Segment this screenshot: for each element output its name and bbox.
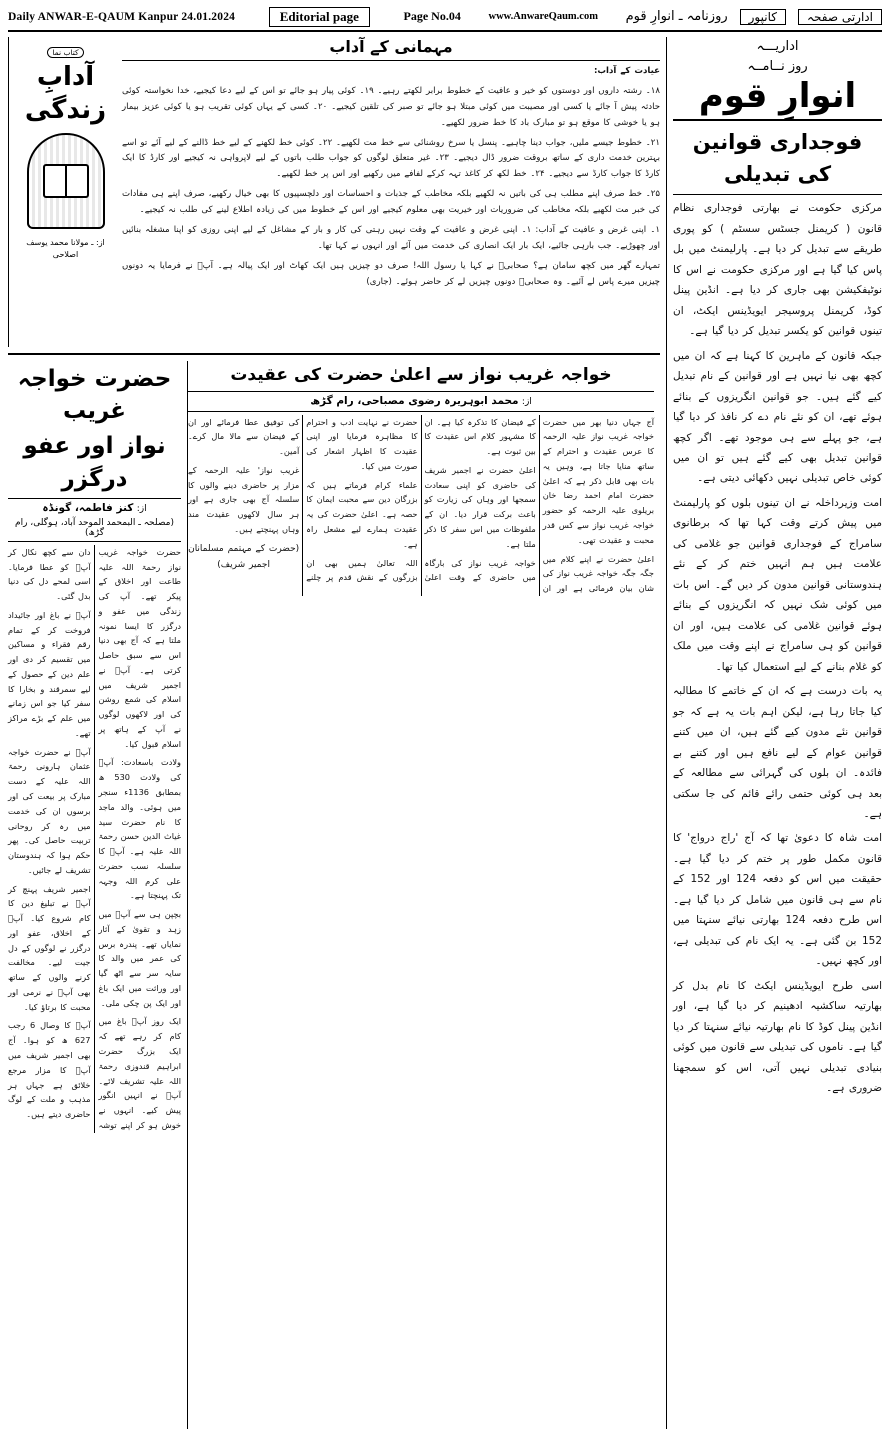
divider — [8, 541, 181, 542]
feature-body — [122, 64, 660, 291]
editorial-para: جبکہ قانون کے ماہرین کا کہنا ہے کہ ان میں کچھ بھی نیا نہیں ہے اور قوانین کے نام تبدیل کیے گئے ہیں۔ جو قوانین انگریزوں کے بنائے ہوئے تھے، ان کو نئے نام دے کر نافذ کر دیا گیا ہے، جو پہلے سے ہی موجود تھے۔ اگر کچھ قوانین تبدیل بھی کیے گئے ہیں تو ان میں کوئی خاص تبدیلی نہیں دکھائی دیتی ہے۔ — [673, 349, 882, 485]
editorial-kicker-1: اداریـــہ — [756, 39, 799, 54]
feature-para: ۱۸۔ رشتہ داروں اور دوستوں کو خیر و عافیت کے خطوط برابر لکھتے رہیے۔ ۱۹۔ کوئی پیار ہو جائے تو اس کے لیے دعا کیجیے، خدا نخواستہ کوئی حادثہ پیش آ جائے یا کسی اور مصیبت میں کوئی مبتلا ہو جائے تو صبر کی تلقین کیجیے۔ ۲۰۔ کسی کے یہاں کوئی تقریب ہو یا کوئی عزیز بیمار ہو یا خوشی کا موقع ہو تو مبارک باد کا خط ضرور لکھیے۔ — [122, 85, 661, 128]
masthead-urdu-city-box: کانپور — [740, 9, 786, 25]
book-title-line1: آدابِ — [36, 62, 95, 92]
aqeedat-para: اعلیٰ حضرت نے اپنے کلام میں جگہ جگہ خواجہ غریب نواز کی شان بیان فرمائی ہے اور ان کے فیضان کا تذکرہ کیا ہے۔ ان کا مشہور کلام اس عقیدت کا بین ثبوت ہے۔ — [424, 416, 654, 594]
masthead-section-box: Editorial page — [269, 7, 370, 27]
feature-para: ۱۔ اپنی غرض و عافیت کے آداب: ۱۔ اپنی غرض و عافیت کے وقت نہیں رہتی کی کار و بار کے مشاغل کے لیے اپنی روزی کو اپنا مشغلہ بنائیں اور چھوڑیے۔ جب بارہی جائیے، ایک بار ایک انصاری کی خدمت میں آئے اور انہوں نے کہا تھا۔ — [122, 225, 660, 251]
feature-subheading: عیادت کے آداب: — [593, 66, 660, 76]
aqeedat-para: اللہ تعالیٰ ہمیں بھی ان بزرگوں کے نقش قدم پر چلنے کی توفیق عطا فرمائے اور ان کے فیضان سے مالا مال کرے۔ آمین۔ — [188, 416, 418, 583]
lower-section — [8, 361, 660, 1429]
feature-logo-panel — [8, 37, 116, 347]
feature-para: ۲۱۔ خطوط جیسے ملیں، جواب دینا چاہیے۔ پنسل یا سرخ روشنائی سے خط مت لکھیے۔ ۲۲۔ کوئی خط لکھنے کے لیے خط ڈالنے کے لیے آئے تو اسے بہترین خدمت داری کے ساتھ بروقت ضرور ڈال دیجیے۔ ۲۳۔ غیر متعلق لوگوں کو جواب طلب باتوں کے لیے لاپرواہی نہ کیجیے اور کارڈ کا ایک کارڈ کا جواب کارڈ سے دیجیے۔ ۲۴۔ خط لکھ کر کاغذ تہہ کرکے لفافے میں رکھیے اور اس پر خط لکھیے۔ — [122, 137, 661, 180]
book-badge: کتاب نما — [47, 47, 83, 58]
aqeedat-para: علماء کرام فرماتے ہیں کہ بزرگان دین سے محبت ایمان کا حصہ ہے۔ اعلیٰ حضرت کی یہ عقیدت ہمارے لیے مشعل راہ ہے۔ — [306, 479, 418, 549]
editorial-para: امت وزیرداخلہ نے ان تینوں بلوں کو پارلیمنٹ میں پیش کرتے وقت کہا تھا کہ برطانوی سامراج کے فوجداری قوانین جو غلامی کی علامت ہیں ہم انہیں ختم کر کے نئے ہندوستانی قوانین مدون کر دیں گے۔ اس بات میں کوئی شک نہیں کہ انگریزوں کے بنائے ہوئے قوانین غلامی کی علامت ہیں، اور ان قوانین کو ہی سامراج نے اپنے وقت میں ملک کو غلام بنانے کے لیے استعمال کیا تھا۔ — [673, 496, 882, 673]
aqeedat-title: خواجہ غریب نواز سے اعلیٰ حضرت کی عقیدت — [230, 365, 612, 385]
feature-mehmani-ke-adaab — [8, 37, 660, 355]
khwaja-para: آپؒ نے حضرت خواجہ عثمان ہارونی رحمۃ اللہ علیہ کے دست مبارک پر بیعت کی اور برسوں ان کی خدمت میں رہ کر روحانی تربیت حاصل کی۔ پھر حکم ہوا کہ ہندوستان تشریف لے جائیں۔ — [8, 746, 91, 875]
khwaja-para: حضرت خواجہ غریب نواز رحمۃ اللہ علیہ طاعت اور اخلاق کے پیکر تھے۔ آپ کی زندگی میں عفو و درگزر کا ایسا نمونہ ملتا ہے کہ آج بھی دنیا اس سے سبق حاصل کرتی ہے۔ آپؒ نے اجمیر شریف میں اسلام کی شمع روشن کی اور لاکھوں لوگوں نے آپ کے ہاتھ پر اسلام قبول کیا۔ — [98, 546, 181, 749]
aqeedat-para: آج جہاں دنیا بھر میں حضرت خواجہ غریب نواز علیہ الرحمہ کا عرس عقیدت و احترام کے ساتھ منایا جاتا ہے، وہیں یہ بات بھی قابل ذکر ہے کہ اعلیٰ حضرت امام احمد رضا خان بریلوی علیہ الرحمہ کو حضور خواجہ غریب نواز سے کس قدر محبت و عقیدت تھی۔ — [542, 416, 654, 545]
khwaja-para: بچپن ہی سے آپؒ میں زہد و تقویٰ کے آثار نمایاں تھے۔ پندرہ برس کی عمر میں والد کا سایہ سر سے اٹھ گیا اور وراثت میں ایک باغ اور ایک پن چکی ملی۔ — [98, 909, 181, 1008]
aqeedat-para: خواجہ غریب نواز کی بارگاہ میں حاضری کے وقت اعلیٰ حضرت نے نہایت ادب و احترام کا مظاہرہ فرمایا اور اپنی عقیدت کا اظہار اشعار کی صورت میں کیا۔ — [306, 416, 536, 583]
editorial-kicker-2: روز نــامــہ — [747, 58, 808, 74]
divider — [188, 391, 654, 392]
khwaja-byline — [8, 502, 181, 514]
khwaja-byline-name: کنز فاطمہ، گونڈہ — [42, 501, 134, 514]
page-body — [8, 37, 882, 1429]
feature-para — [122, 64, 660, 80]
feature-para: تمہارے گھر میں کچھ سامان ہے؟ صحابیؓ نے کہا یا رسول اللہ! صرف دو چیزیں ہیں ایک کھاٹ اور ایک پیالہ ہے۔ آپؐ نے فرمایا یہ دونوں چیزیں میرے پاس لے آئیے۔ وہ صحابیؓ دونوں چیزیں لے کر حاضر ہوئے۔ (جاری) — [122, 260, 660, 287]
editorial-logo: انوارِ قوم — [698, 76, 857, 116]
khwaja-para: ولادت باسعادت: آپؒ کی ولادت 530 ھ بمطابق 1136ء سنجر میں ہوئی۔ والد ماجد کا نام حضرت سید غیاث الدین حسن رحمۃ اللہ علیہ ہے۔ آپؒ کا سلسلہ نسب حضرت علی کرم اللہ وجہہ تک پہنچتا ہے۔ — [98, 757, 182, 901]
aqeedat-body — [188, 415, 654, 596]
divider — [673, 194, 882, 195]
article-aqeedat — [188, 361, 660, 1429]
khwaja-byline-from: از: — [136, 503, 147, 514]
editorial-header — [673, 37, 882, 115]
divider — [8, 498, 181, 499]
masthead-urdu-section-box: ادارتی صفحہ — [798, 9, 882, 25]
book-author-caption: از: ـ مولانا محمد یوسف اصلاحی — [26, 237, 105, 260]
aqeedat-byline-from: از: — [521, 396, 532, 407]
khwaja-para: آپؒ کا وصال 6 رجب 627 ھ کو ہوا۔ آج بھی اجمیر شریف میں آپؒ کا مزار مرجع خلائق ہے جہاں ہر مذہب و ملت کے لوگ حاضری دیتے ہیں۔ — [8, 1020, 91, 1120]
editorial-para: اسی طرح ایویڈینس ایکٹ کا نام بدل کر بھارتیہ ساکشیہ ادھینیم کر دیا گیا ہے، اور انڈین پینل کوڈ کا نام بھارتیہ نیائے سنہتا کر دیا گیا ہے۔ ناموں کی تبدیلی سے قانون میں کوئی بنیادی تبدیلی نہیں آتی، اس کو سمجھنا ضروری ہے۔ — [673, 979, 882, 1095]
main-columns — [8, 37, 666, 1429]
khwaja-byline-address: (مصلحہ ـ البمحمد الموحد آباد، ہوگلی، رام گڑھ) — [15, 517, 174, 538]
khwaja-body — [8, 545, 181, 1133]
aqeedat-byline — [188, 395, 654, 407]
masthead-bar — [8, 6, 882, 32]
khwaja-para: ایک روز آپؒ باغ میں کام کر رہے تھے کہ ایک بزرگ حضرت ابراہیم قندوزی رحمۃ اللہ علیہ تشریف لائے۔ آپؒ نے انہیں انگور پیش کیے۔ انہوں نے خوش ہو کر اپنے توشہ دان سے کچھ نکال کر آپؒ کو عطا فرمایا۔ اسی لمحے دل کی دنیا بدل گئی۔ — [8, 546, 181, 1130]
book-title-line2: زندگی — [24, 95, 107, 126]
khwaja-title-line1: حضرت خواجہ غریب — [17, 366, 172, 425]
feature-text — [116, 37, 660, 347]
open-book-icon — [43, 164, 89, 198]
editorial-title: فوجداری قوانین کی تبدیلی — [692, 130, 863, 186]
article-khwaja-afv-darguzar — [8, 361, 188, 1429]
khwaja-para: اجمیر شریف پہنچ کر آپؒ نے تبلیغ دین کا کام شروع کیا۔ آپؒ کے اخلاق، عفو اور درگزر نے لوگوں کے دل جیت لیے۔ مخالفت کرنے والوں کے ساتھ بھی آپؒ نے نرمی اور محبت کا برتاؤ کیا۔ — [8, 883, 91, 1012]
aqeedat-para: اعلیٰ حضرت نے اجمیر شریف کی حاضری کو اپنی سعادت سمجھا اور وہاں کی زیارت کو باعث برکت قرار دیا۔ ان کے ملفوظات میں اس سفر کا ذکر ملتا ہے۔ — [424, 464, 536, 549]
divider — [673, 119, 882, 121]
aqeedat-para: غریب نواز' علیہ الرحمہ کے مزار پر حاضری دینے والوں کا سلسلہ آج بھی جاری ہے اور ہر سال لاکھوں عقیدت مند وہاں پہنچتے ہیں۔ — [188, 464, 300, 534]
masthead-left-title: Daily ANWAR-E-QAUM Kanpur 24.01.2024 — [8, 10, 236, 23]
masthead-right-group — [626, 9, 882, 25]
book-illustration-icon — [27, 133, 105, 229]
aqeedat-byline-name: محمد ابوہریرہ رضوی مصباحی، رام گڑھ — [310, 394, 519, 407]
editorial-para: امت شاہ کا دعویٰ تھا کہ آج 'راج درواج' کا قانون مکمل طور پر ختم کر دیا گیا ہے۔ حقیقت میں اس کو دفعہ 124 اور 152 کے نام سے ہی قانون میں شامل کر دیا گیا ہے۔ اس طرح دفعہ 124 بھارتی نیائے سنہتا میں 152 بن گئی ہے۔ یہ ایک نام کی تبدیلی ہے، اور کچھ نہیں۔ — [673, 832, 883, 968]
editorial-column — [666, 37, 882, 1429]
masthead-urdu-title: روزنامہ ـ انوارِ قوم — [625, 9, 728, 24]
editorial-body — [673, 198, 882, 1098]
editorial-para: مرکزی حکومت نے بھارتی فوجداری نظام قانون ( کریمنل جسٹس سسٹم ) کو پوری طریقے سے تبدیل کر دیا ہے۔ پارلیمنٹ میں بل پاس کیا گیا ہے اور مرکزی حکومت نے اس کا نوٹیفکیشن بھی جاری کر دیا ہے۔ انڈین پینل کوڈ، کریمنل پروسیجر ایویڈینس ایکٹ، ان تینوں قوانین کو یکسر تبدیل کر دیا گیا ہے۔ — [673, 202, 882, 338]
khwaja-para: آپؒ نے باغ اور جائیداد فروخت کر کے تمام رقم فقراء و مساکین میں تقسیم کر دی اور علم دین کے حصول کے لیے سمرقند و بخارا کا سفر کیا جو اس زمانے میں علم کے بڑے مراکز تھے۔ — [8, 609, 91, 738]
divider — [122, 60, 660, 61]
editorial-para: یہ بات درست ہے کہ ان کے خاتمے کا مطالبہ کیا جاتا رہا ہے، لیکن اہم بات یہ ہے کہ جو قوانین نئے مدون کیے گئے ہیں، ان میں کتنے قوانین عوام کے لیے نافع ہیں اور کتنے بے فائدہ۔ ان بلوں کی گہرائی سے مطالعہ کے بعد ہی کوئی حتمی رائے قائم کی جا سکتی ہے۔ — [673, 685, 882, 820]
feature-para: ۲۵۔ خط صرف اپنے مطلب ہی کی باتیں نہ لکھیے بلکہ مخاطب کے جذبات و احساسات اور دلچسپیوں کا بھی خیال رکھیے، صرف اپنے ہی مفادات کی خبر مت لکھیے بلکہ مخاطب کی ضروریات اور خیریت بھی معلوم کیجیے اور اس کے خطوط میں کی زیادہ اطلاع لینے کی طلب نہ کیجیے۔ — [122, 189, 660, 216]
aqeedat-footnote: (حضرت کے مہتمم مسلمانان اجمیر شریف) — [188, 543, 300, 570]
divider — [188, 411, 654, 412]
masthead-page-number: Page No.04 — [403, 9, 461, 23]
feature-title: مہمانی کے آداب — [329, 37, 453, 56]
masthead-website[interactable]: www.AnwareQaum.com — [488, 11, 598, 22]
khwaja-title-line2: نواز اور عفو درگزر — [23, 433, 166, 492]
